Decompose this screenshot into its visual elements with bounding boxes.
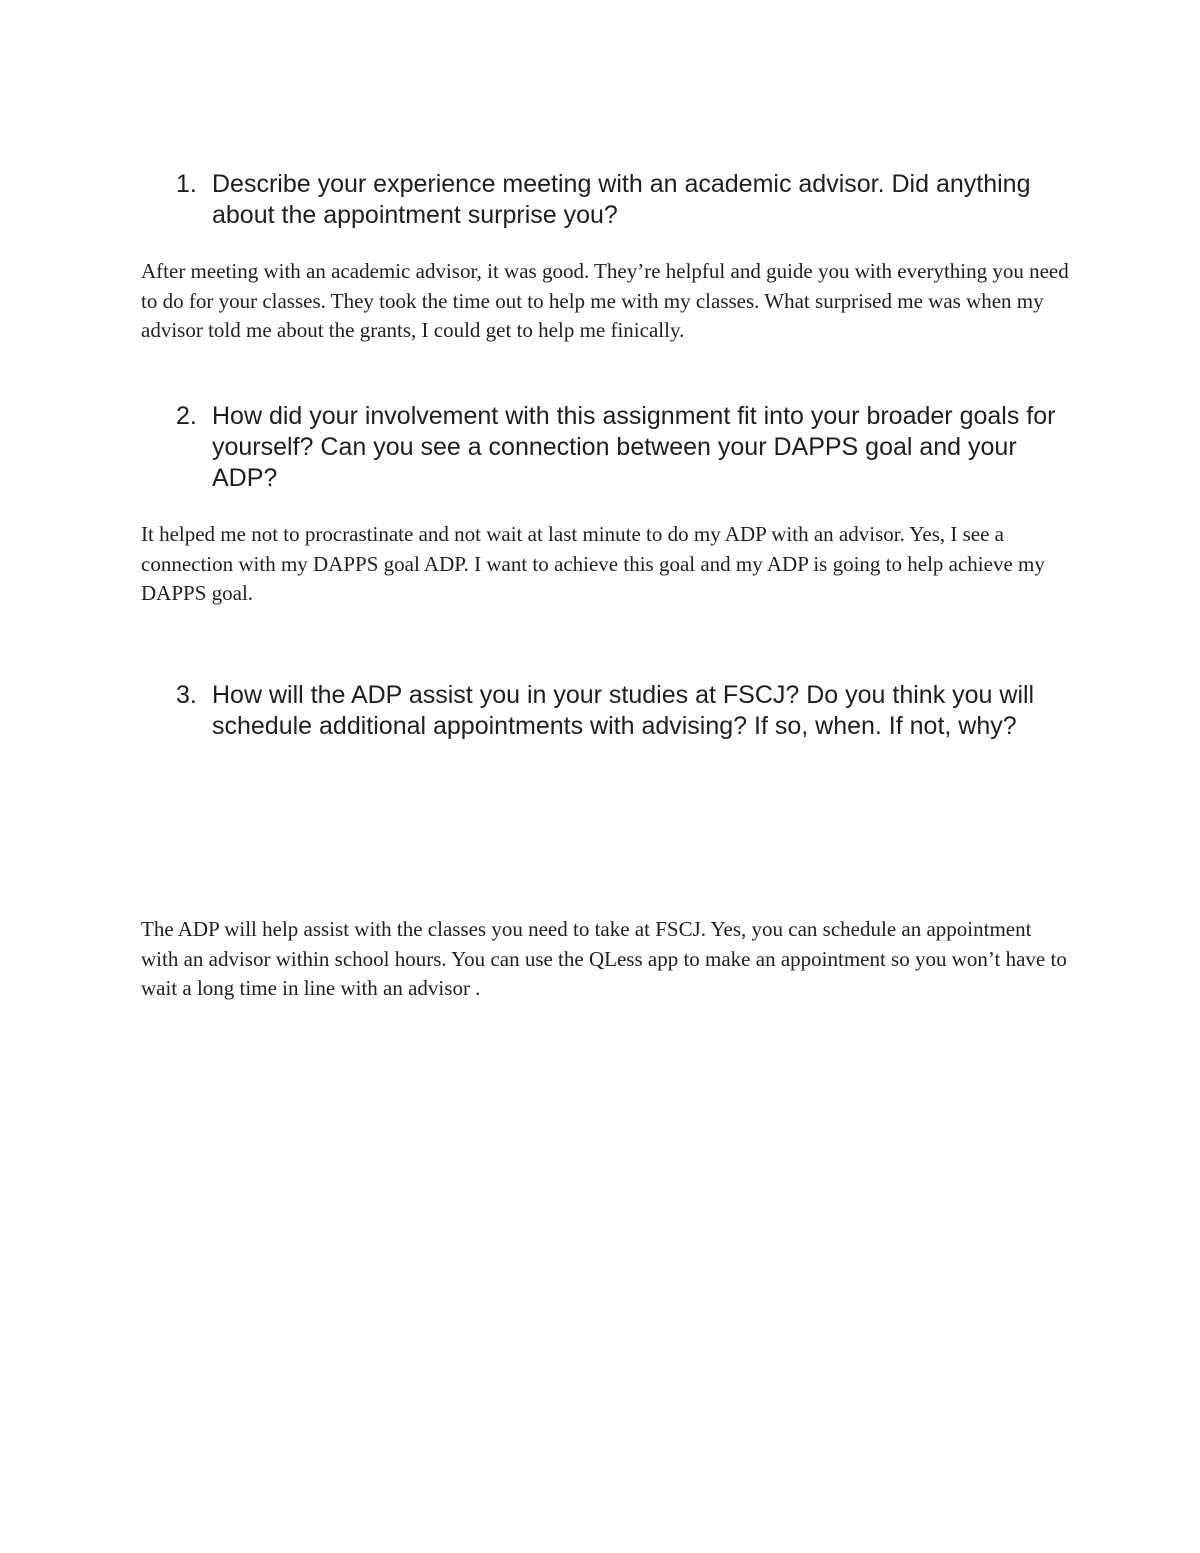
question-number: 3. — [176, 681, 197, 709]
question-3 — [176, 680, 1056, 742]
question-text: Describe your experience meeting with an academic advisor. Did anything about the appointment surprise you? — [212, 170, 1031, 229]
question-number: 1. — [176, 170, 197, 198]
question-text: How will the ADP assist you in your studies at FSCJ? Do you think you will schedule additional appointments with advising? If so, when. If not, why? — [212, 681, 1035, 740]
answer-1: After meeting with an academic advisor, it was good. They’re helpful and guide you with everything you need to do for your classes. They took the time out to help me with my classes. What surprised me was when my advisor told me about the grants, I could get to help me finically. — [141, 259, 1069, 342]
question-number: 2. — [176, 402, 197, 430]
answer-3: The ADP will help assist with the classes you need to take at FSCJ. Yes, you can schedule an appointment with an advisor within school hours. You can use the QLess app to make an appointment so you won’t have to wait a long time in line with an advisor . — [141, 917, 1067, 1000]
answer-2: It helped me not to procrastinate and not wait at last minute to do my ADP with an advisor. Yes, I see a connection with my DAPPS goal ADP. I want to achieve this goal and my ADP is going to help achieve my DAPPS goal. — [141, 522, 1045, 605]
question-text: How did your involvement with this assignment fit into your broader goals for yourself? Can you see a connection between your DAPPS goal and your ADP? — [212, 402, 1056, 492]
question-1 — [176, 169, 1056, 231]
question-2 — [176, 401, 1056, 494]
